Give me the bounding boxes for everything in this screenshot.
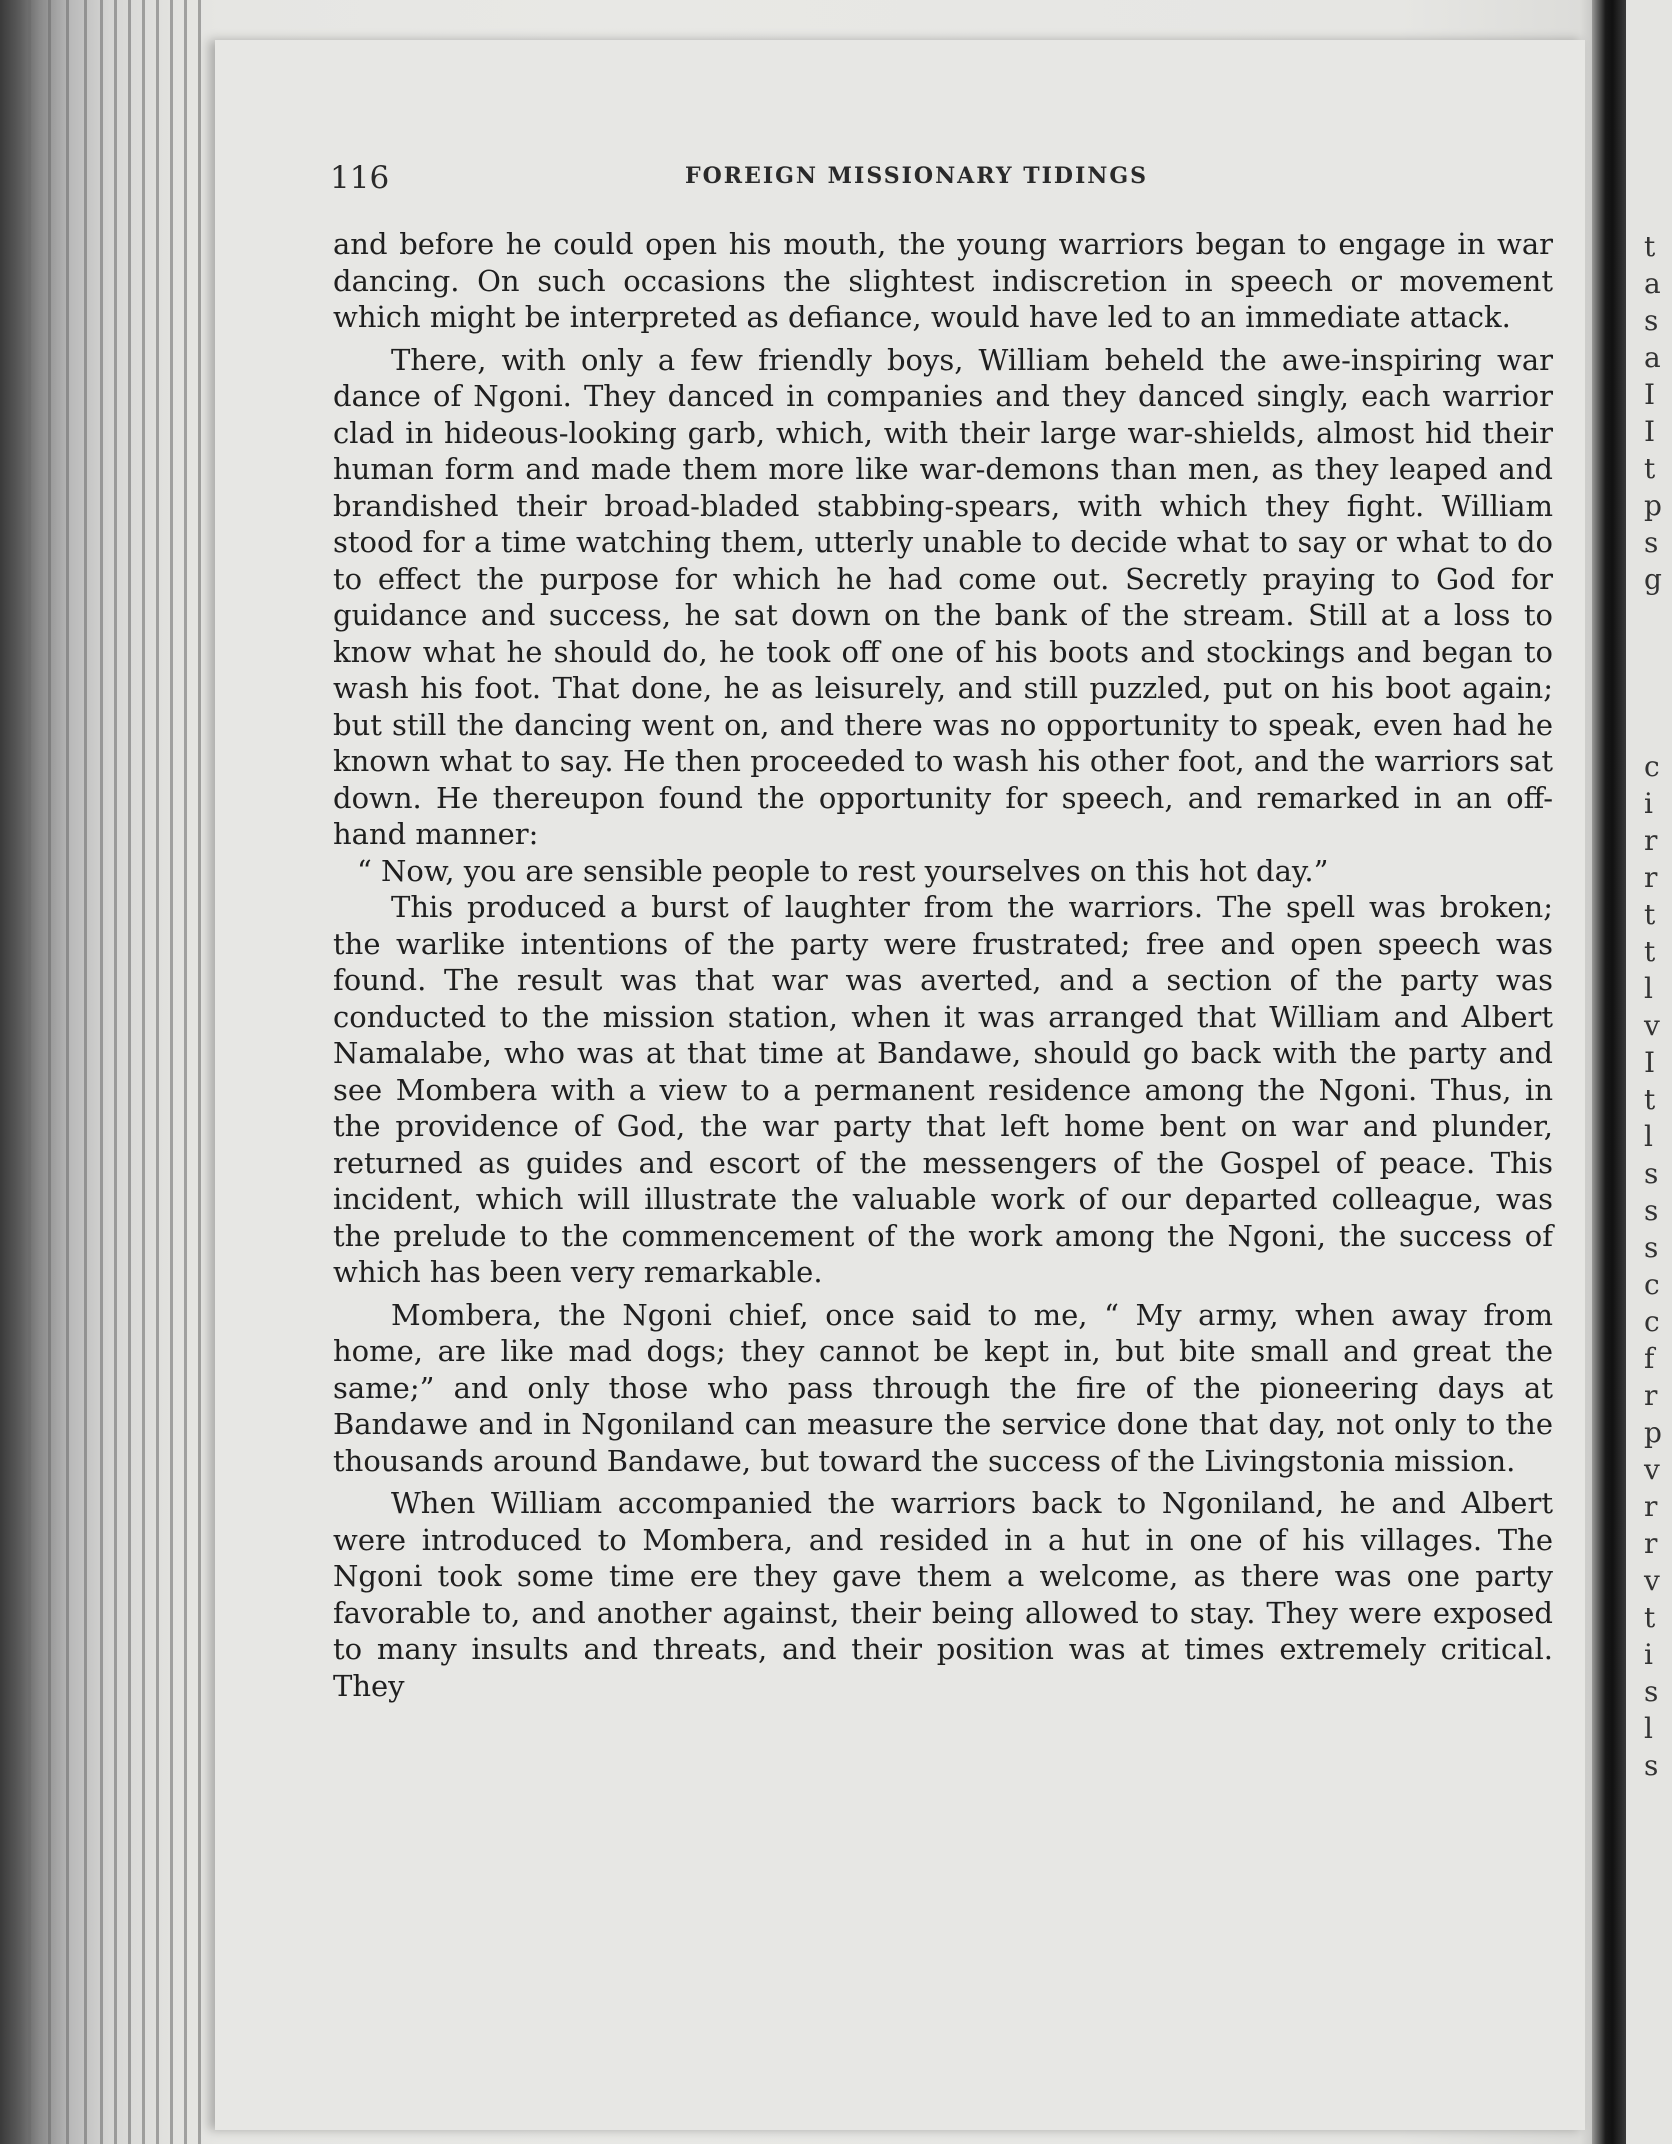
next-page-fragment: l: [1644, 972, 1653, 1005]
next-page-fragment: p: [1644, 489, 1662, 522]
next-page-fragment: v: [1644, 1453, 1660, 1486]
next-page-fragment: t: [1644, 1083, 1656, 1116]
next-page-fragment: s: [1644, 1157, 1659, 1190]
next-page-fragment: c: [1644, 1305, 1660, 1338]
next-page-fragment: a: [1644, 341, 1661, 374]
next-page-fragment: t: [1644, 452, 1656, 485]
next-page-fragment: p: [1644, 1416, 1662, 1449]
running-head: [330, 160, 1550, 200]
next-page-fragment: v: [1644, 1009, 1660, 1042]
paragraph: There, with only a few friendly boys, William beheld the awe-inspiring war dance of Ngoni. They danced in companies and they danced singly, each warrior clad in hideous-looking garb, which, with their large war-shields, almost hid their human form and made them more like war-demons than men, as they leaped and brandished their broad-bladed stabbing-spears, with which they fight. William stood for a time watching them, utterly unable to decide what to say or what to do to effect the purpose for which he had come out. Secretly praying to God for guidance and success, he sat down on the bank of the stream. Still at a loss to know what he should do, he took off one of his boots and stockings and began to wash his foot. That done, he as leisurely, and still puzzled, put on his boot again; but still the dancing went on, and there was no opportunity to speak, even had he known what to say. He then proceeded to wash his other foot, and the warriors sat down. He thereupon found the opportunity for speech, and remarked in an off-hand manner:: [333, 342, 1553, 851]
next-page-fragment: s: [1644, 304, 1659, 337]
next-page-fragment: s: [1644, 1675, 1659, 1708]
next-page-fragment: r: [1644, 861, 1658, 894]
next-page-fragment: t: [1644, 230, 1656, 263]
next-page-fragment: i: [1644, 787, 1653, 820]
next-page-fragment: c: [1644, 750, 1660, 783]
next-page-fragment: s: [1644, 526, 1659, 559]
next-page-fragment: f: [1644, 1342, 1655, 1375]
paragraph: This produced a burst of laughter from the warriors. The spell was broken; the warlike intentions of the party were frustrated; free and open speech was found. The result was that war was averted, and a section of the party was conducted to the mission station, when it was arranged that William and Albert Namalabe, who was at that time at Bandawe, should go back with the party and see Mombera with a view to a permanent residence among the Ngoni. Thus, in the providence of God, the war party that left home bent on war and plunder, returned as guides and escort of the messengers of the Gospel of peace. This incident, which will illustrate the valuable work of our departed colleague, was the prelude to the commencement of the work among the Ngoni, the success of which has been very remarkable.: [333, 890, 1553, 1289]
next-page-fragment: I: [1644, 415, 1656, 448]
next-page-fragment: r: [1644, 1527, 1658, 1560]
next-page-fragment: v: [1644, 1564, 1660, 1597]
paragraph: Mombera, the Ngoni chief, once said to me, “ My army, when away from home, are like mad dogs; they cannot be kept in, but bite small and great the same;” and only those who pass through the fire of the pioneering days at Bandawe and in Ngoniland can measure the service done that day, not only to the thousands around Bandawe, but toward the success of the Livingstonia mission.: [333, 1297, 1553, 1478]
next-page-fragment: a: [1644, 267, 1661, 300]
paragraph: When William accompanied the warriors back to Ngoniland, he and Albert were introduced to Mombera, and resided in a hut in one of his villages. The Ngoni took some time ere they gave them a welcome, as there was one party favorable to, and another against, their being allowed to stay. They were exposed to many insults and threats, and their position was at times extremely critical. They: [333, 1486, 1553, 1703]
next-page-fragment: r: [1644, 1490, 1658, 1523]
next-page-fragment: s: [1644, 1194, 1659, 1227]
next-page-fragment: c: [1644, 1268, 1660, 1301]
next-page-fragment: I: [1644, 378, 1656, 411]
next-page-fragment: r: [1644, 824, 1658, 857]
page-number: 116: [330, 160, 390, 196]
page-header-title: FOREIGN MISSIONARY TIDINGS: [685, 163, 1149, 189]
next-page-fragment: t: [1644, 1601, 1656, 1634]
next-page-fragment: g: [1644, 563, 1662, 596]
next-page-fragment: l: [1644, 1120, 1653, 1153]
next-page-fragment: i: [1644, 1638, 1653, 1671]
next-page-fragment: I: [1644, 1046, 1656, 1079]
next-page-edge: [1626, 0, 1672, 2144]
paragraph: and before he could open his mouth, the young warriors began to engage in war dancing. On such occasions the slightest indiscretion in speech or movement which might be interpreted as defiance, would have led to an immediate attack.: [333, 227, 1553, 334]
next-page-fragment: r: [1644, 1379, 1658, 1412]
next-page-fragment: t: [1644, 898, 1656, 931]
book-gutter: [1592, 0, 1626, 2144]
next-page-fragment: t: [1644, 935, 1656, 968]
quotation: “ Now, you are sensible people to rest yourselves on this hot day.”: [357, 853, 1329, 888]
next-page-fragment: s: [1644, 1231, 1659, 1264]
body-text: [333, 226, 1553, 1704]
next-page-fragment: l: [1644, 1712, 1653, 1745]
next-page-fragment: s: [1644, 1749, 1659, 1782]
